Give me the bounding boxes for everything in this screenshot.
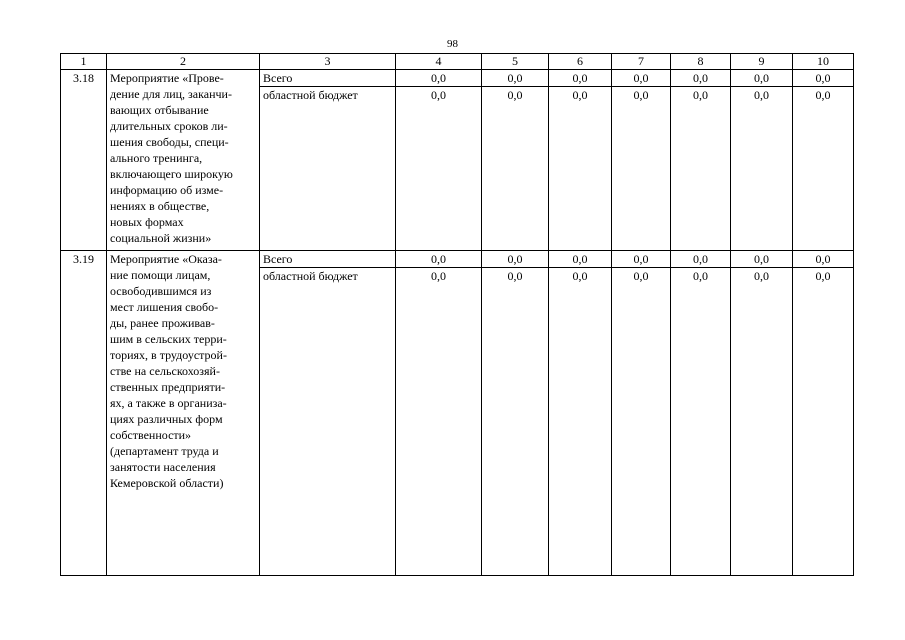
table-row: [61, 251, 854, 268]
column-header: 10: [793, 54, 854, 70]
funding-value: 0,0: [549, 268, 612, 576]
column-header: 8: [671, 54, 731, 70]
funding-source-label: Всего: [260, 70, 396, 87]
funding-value: 0,0: [731, 87, 793, 251]
funding-value: 0,0: [612, 251, 671, 268]
funding-value: 0,0: [549, 70, 612, 87]
funding-value: 0,0: [793, 70, 854, 87]
funding-value: 0,0: [793, 251, 854, 268]
funding-value: 0,0: [396, 87, 482, 251]
funding-source-label: областной бюджет: [260, 268, 396, 576]
activity-description: Мероприятие «Прове- дение для лиц, заканчи- вающих отбывание длительных сроков ли- шения свободы, специ- ального тренинга, включающего широкую информацию об изме- нениях в обществе, новых формах социальной жизни»: [107, 70, 260, 251]
funding-value: 0,0: [549, 251, 612, 268]
activity-description: Мероприятие «Оказа- ние помощи лицам, освободившимся из мест лишения свобо- ды, ранее проживав- шим в сельских терри- ториях, в трудоустрой- стве на сельскохозяй- ственных предприяти- ях, а также в организа- циях различных форм собственности» (департамент труда и занятости населения Кемеровской области): [107, 251, 260, 576]
funding-value: 0,0: [612, 268, 671, 576]
column-header: 3: [260, 54, 396, 70]
column-header: 6: [549, 54, 612, 70]
funding-value: 0,0: [793, 268, 854, 576]
funding-value: 0,0: [612, 87, 671, 251]
funding-value: 0,0: [671, 87, 731, 251]
funding-value: 0,0: [731, 251, 793, 268]
column-number-row: [61, 54, 854, 70]
funding-value: 0,0: [731, 268, 793, 576]
funding-value: 0,0: [396, 268, 482, 576]
table-row: [61, 70, 854, 87]
column-header: 9: [731, 54, 793, 70]
funding-value: 0,0: [671, 268, 731, 576]
funding-value: 0,0: [612, 70, 671, 87]
funding-value: 0,0: [671, 251, 731, 268]
funding-value: 0,0: [549, 87, 612, 251]
page-number: 98: [447, 38, 458, 50]
column-header: 2: [107, 54, 260, 70]
column-header: 7: [612, 54, 671, 70]
funding-value: 0,0: [731, 70, 793, 87]
column-header: 5: [482, 54, 549, 70]
funding-value: 0,0: [482, 70, 549, 87]
funding-value: 0,0: [671, 70, 731, 87]
funding-source-label: областной бюджет: [260, 87, 396, 251]
funding-value: 0,0: [482, 251, 549, 268]
activity-code: 3.19: [61, 251, 107, 576]
column-header: 4: [396, 54, 482, 70]
funding-value: 0,0: [793, 87, 854, 251]
funding-source-label: Всего: [260, 251, 396, 268]
funding-value: 0,0: [396, 70, 482, 87]
budget-table: [60, 53, 854, 576]
funding-value: 0,0: [482, 87, 549, 251]
column-header: 1: [61, 54, 107, 70]
activity-code: 3.18: [61, 70, 107, 251]
funding-value: 0,0: [396, 251, 482, 268]
funding-value: 0,0: [482, 268, 549, 576]
